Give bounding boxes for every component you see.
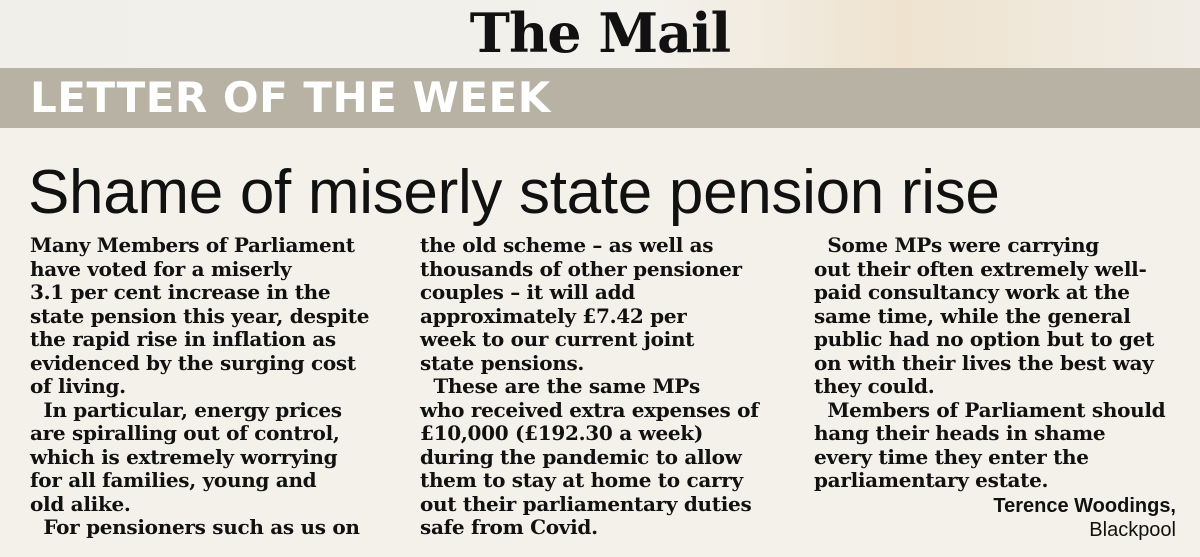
text-line: public had no option but to get xyxy=(814,327,1155,351)
author-location: Blackpool xyxy=(1089,519,1176,541)
text-line: Some MPs were carrying xyxy=(814,233,1099,257)
text-line: which is extremely worrying xyxy=(30,444,338,469)
text-line: old alike. xyxy=(30,491,131,516)
text-line: on with their lives the best way xyxy=(814,350,1154,375)
text-line: These are the same MPs xyxy=(420,374,700,398)
text-line: couples – it will add xyxy=(420,280,635,304)
text-line: them to stay at home to carry xyxy=(420,468,743,492)
text-line: have voted for a miserly xyxy=(30,256,292,281)
text-line: £10,000 (£192.30 a week) xyxy=(420,421,704,445)
text-line: parliamentary estate. xyxy=(814,468,1049,492)
masthead xyxy=(0,0,1200,68)
section-title: LETTER OF THE WEEK xyxy=(30,73,551,122)
text-line: In particular, energy prices xyxy=(30,397,342,422)
text-line: the old scheme – as well as xyxy=(420,233,714,257)
text-line: Many Members of Parliament xyxy=(30,233,355,257)
text-line: hang their heads in shame xyxy=(814,421,1106,445)
text-line: For pensioners such as us on xyxy=(30,515,360,539)
text-column-2 xyxy=(420,234,790,540)
section-banner xyxy=(0,68,1200,128)
letter-article xyxy=(0,128,1200,557)
text-line: out their often extremely well- xyxy=(814,256,1147,281)
text-line: paid consultancy work at the xyxy=(814,280,1130,304)
text-column-1 xyxy=(30,234,390,540)
text-line: are spiralling out of control, xyxy=(30,421,340,445)
text-line: safe from Covid. xyxy=(420,515,598,539)
text-line: they could. xyxy=(814,374,935,398)
text-line: out their parliamentary duties xyxy=(420,491,752,516)
author-name: Terence Woodings, xyxy=(993,495,1176,517)
text-line: every time they enter the xyxy=(814,444,1089,469)
text-line: the rapid rise in inflation as xyxy=(30,327,336,351)
text-line: state pension this year, despite xyxy=(30,303,370,328)
text-line: evidenced by the surging cost xyxy=(30,350,356,375)
text-line: same time, while the general xyxy=(814,303,1131,328)
text-line: thousands of other pensioner xyxy=(420,256,742,281)
text-line: Members of Parliament should xyxy=(814,397,1166,422)
text-column-3 xyxy=(814,234,1184,493)
text-line: 3.1 per cent increase in the xyxy=(30,280,331,304)
text-line: of living. xyxy=(30,374,126,398)
text-line: week to our current joint xyxy=(420,327,695,351)
letter-headline: Shame of miserly state pension rise xyxy=(28,158,1000,227)
text-line: state pensions. xyxy=(420,350,585,375)
text-line: for all families, young and xyxy=(30,468,317,492)
newspaper-logo: The Mail xyxy=(469,1,731,65)
text-line: who received extra expenses of xyxy=(420,397,759,422)
text-line: approximately £7.42 per xyxy=(420,303,687,328)
text-line: during the pandemic to allow xyxy=(420,444,742,469)
letter-signoff xyxy=(993,494,1176,542)
